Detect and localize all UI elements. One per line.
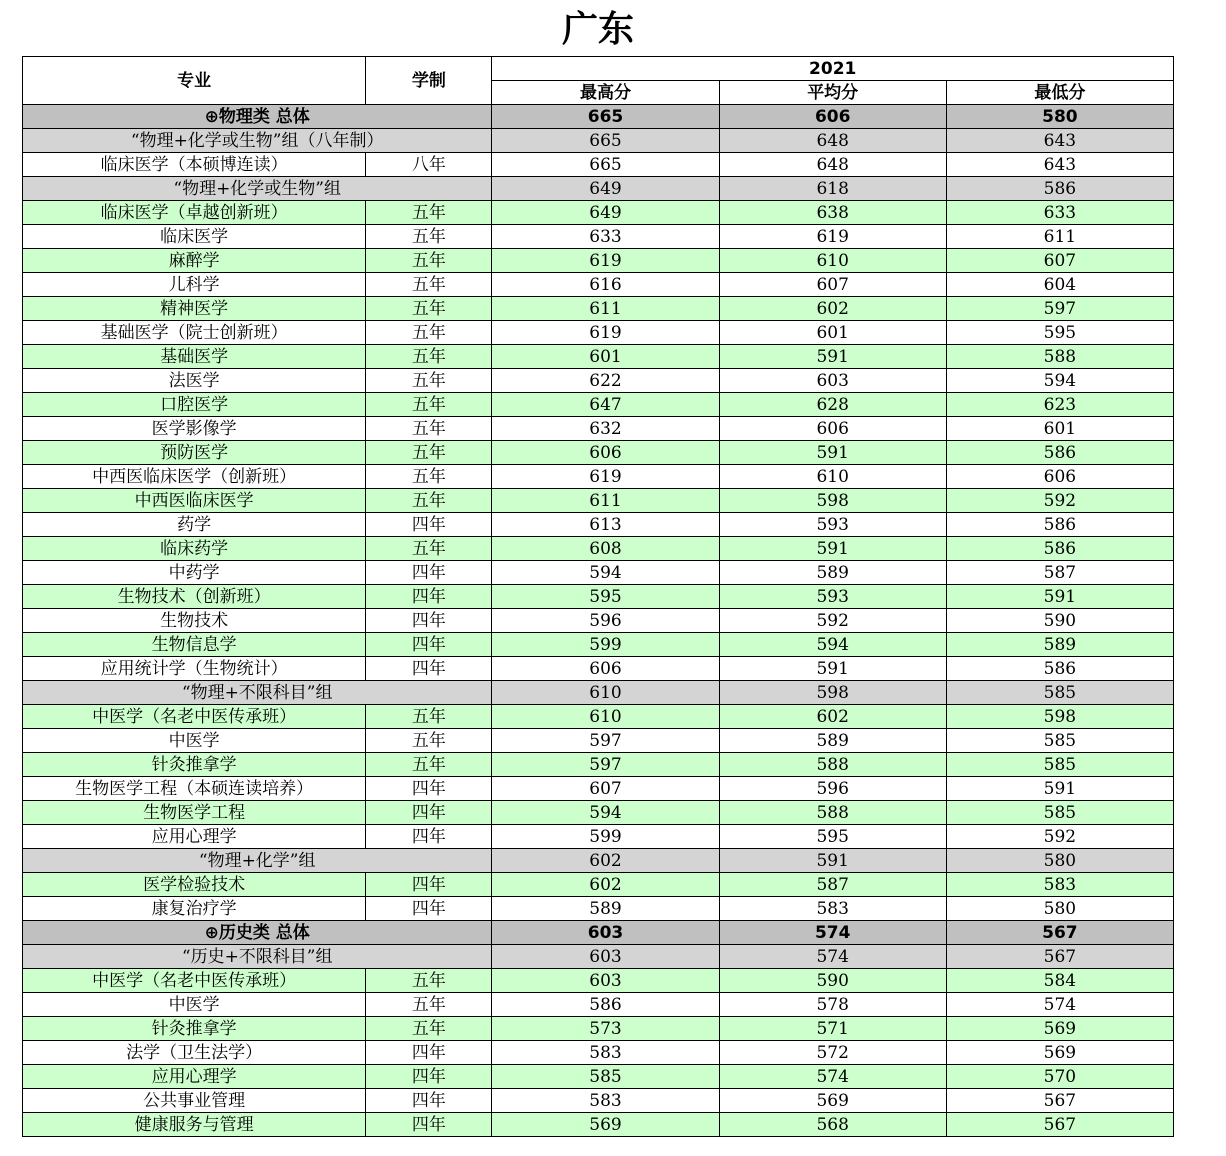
table-row [23,705,1174,729]
years-cell: 四年 [366,825,492,849]
min-score-cell: 607 [946,249,1173,273]
min-score-cell: 567 [946,1113,1173,1137]
major-name-cell: 临床医学（本硕博连读） [23,153,366,177]
avg-score-cell: 594 [719,633,946,657]
max-score-cell: 597 [492,729,719,753]
min-score-cell: 589 [946,633,1173,657]
min-score-cell: 586 [946,513,1173,537]
max-score-cell: 613 [492,513,719,537]
header-min-score: 最低分 [946,81,1173,105]
years-cell: 四年 [366,777,492,801]
years-cell: 五年 [366,705,492,729]
major-name-cell: 公共事业管理 [23,1089,366,1113]
avg-score-cell: 610 [719,249,946,273]
major-name-cell: 中医学（名老中医传承班） [23,705,366,729]
min-score-cell: 580 [946,849,1173,873]
avg-score-cell: 602 [719,705,946,729]
max-score-cell: 594 [492,801,719,825]
years-cell: 四年 [366,585,492,609]
max-score-cell: 610 [492,681,719,705]
table-row [23,489,1174,513]
years-cell: 五年 [366,489,492,513]
years-cell: 五年 [366,225,492,249]
avg-score-cell: 574 [719,921,946,945]
major-name-cell: 医学影像学 [23,417,366,441]
min-score-cell: 592 [946,825,1173,849]
major-name-cell: 临床医学（卓越创新班） [23,201,366,225]
avg-score-cell: 583 [719,897,946,921]
max-score-cell: 665 [492,105,719,129]
years-cell: 四年 [366,513,492,537]
min-score-cell: 580 [946,897,1173,921]
years-cell: 五年 [366,321,492,345]
max-score-cell: 622 [492,369,719,393]
table-row [23,465,1174,489]
min-score-cell: 586 [946,441,1173,465]
page-title: 广东 [561,9,634,50]
major-name-cell: 口腔医学 [23,393,366,417]
min-score-cell: 594 [946,369,1173,393]
max-score-cell: 583 [492,1089,719,1113]
min-score-cell: 643 [946,129,1173,153]
years-cell: 四年 [366,1065,492,1089]
avg-score-cell: 591 [719,441,946,465]
avg-score-cell: 606 [719,417,946,441]
table-row [23,417,1174,441]
max-score-cell: 573 [492,1017,719,1041]
table-body [23,105,1174,1137]
years-cell: 五年 [366,729,492,753]
min-score-cell: 567 [946,921,1173,945]
avg-score-cell: 610 [719,465,946,489]
max-score-cell: 594 [492,561,719,585]
max-score-cell: 633 [492,225,719,249]
group-label-cell: “历史+不限科目”组 [23,945,492,969]
major-name-cell: 医学检验技术 [23,873,366,897]
min-score-cell: 611 [946,225,1173,249]
header-year: 2021 [492,57,1174,81]
header-avg-score: 平均分 [719,81,946,105]
years-cell: 四年 [366,633,492,657]
max-score-cell: 611 [492,297,719,321]
max-score-cell: 619 [492,465,719,489]
subject-group-row [23,681,1174,705]
major-name-cell: 基础医学 [23,345,366,369]
min-score-cell: 604 [946,273,1173,297]
major-name-cell: 中西医临床医学（创新班） [23,465,366,489]
years-cell: 五年 [366,369,492,393]
years-cell: 四年 [366,1113,492,1137]
table-row [23,369,1174,393]
score-table [22,56,1174,1137]
min-score-cell: 587 [946,561,1173,585]
years-cell: 五年 [366,417,492,441]
table-row [23,657,1174,681]
max-score-cell: 597 [492,753,719,777]
major-name-cell: 临床药学 [23,537,366,561]
major-name-cell: 针灸推拿学 [23,753,366,777]
avg-score-cell: 572 [719,1041,946,1065]
years-cell: 五年 [366,969,492,993]
min-score-cell: 585 [946,681,1173,705]
table-row [23,249,1174,273]
avg-score-cell: 591 [719,849,946,873]
years-cell: 五年 [366,537,492,561]
avg-score-cell: 574 [719,1065,946,1089]
table-row [23,729,1174,753]
avg-score-cell: 591 [719,657,946,681]
min-score-cell: 601 [946,417,1173,441]
category-label-cell: ⊕历史类 总体 [23,921,492,945]
avg-score-cell: 618 [719,177,946,201]
min-score-cell: 643 [946,153,1173,177]
min-score-cell: 569 [946,1017,1173,1041]
years-cell: 五年 [366,393,492,417]
min-score-cell: 623 [946,393,1173,417]
major-name-cell: 中医学 [23,993,366,1017]
table-row [23,441,1174,465]
avg-score-cell: 606 [719,105,946,129]
min-score-cell: 567 [946,945,1173,969]
avg-score-cell: 607 [719,273,946,297]
major-name-cell: 预防医学 [23,441,366,465]
max-score-cell: 606 [492,441,719,465]
major-name-cell: 临床医学 [23,225,366,249]
max-score-cell: 589 [492,897,719,921]
table-row [23,1065,1174,1089]
min-score-cell: 591 [946,585,1173,609]
table-row [23,609,1174,633]
table-row [23,537,1174,561]
group-label-cell: “物理+化学或生物”组 [23,177,492,201]
major-name-cell: 生物信息学 [23,633,366,657]
years-cell: 五年 [366,1017,492,1041]
min-score-cell: 580 [946,105,1173,129]
max-score-cell: 603 [492,969,719,993]
table-row [23,777,1174,801]
avg-score-cell: 648 [719,129,946,153]
table-row [23,897,1174,921]
max-score-cell: 608 [492,537,719,561]
avg-score-cell: 598 [719,489,946,513]
major-name-cell: 基础医学（院士创新班） [23,321,366,345]
major-name-cell: 中药学 [23,561,366,585]
min-score-cell: 588 [946,345,1173,369]
max-score-cell: 632 [492,417,719,441]
table-row [23,321,1174,345]
table-row [23,345,1174,369]
max-score-cell: 649 [492,201,719,225]
min-score-cell: 585 [946,801,1173,825]
table-row [23,801,1174,825]
years-cell: 五年 [366,993,492,1017]
years-cell: 五年 [366,297,492,321]
max-score-cell: 599 [492,633,719,657]
major-name-cell: 生物技术 [23,609,366,633]
major-name-cell: 儿科学 [23,273,366,297]
years-cell: 四年 [366,1041,492,1065]
table-row [23,273,1174,297]
years-cell: 五年 [366,441,492,465]
major-name-cell: 应用统计学（生物统计） [23,657,366,681]
table-row [23,393,1174,417]
avg-score-cell: 596 [719,777,946,801]
avg-score-cell: 602 [719,297,946,321]
group-label-cell: “物理+化学或生物”组（八年制） [23,129,492,153]
table-row [23,633,1174,657]
avg-score-cell: 638 [719,201,946,225]
table-row [23,561,1174,585]
years-cell: 五年 [366,249,492,273]
header-max-score: 最高分 [492,81,719,105]
min-score-cell: 570 [946,1065,1173,1089]
avg-score-cell: 590 [719,969,946,993]
table-row [23,153,1174,177]
max-score-cell: 619 [492,249,719,273]
min-score-cell: 586 [946,177,1173,201]
min-score-cell: 586 [946,657,1173,681]
subject-group-row [23,177,1174,201]
table-row [23,201,1174,225]
category-label-cell: ⊕物理类 总体 [23,105,492,129]
subject-group-row [23,945,1174,969]
max-score-cell: 586 [492,993,719,1017]
avg-score-cell: 619 [719,225,946,249]
avg-score-cell: 574 [719,945,946,969]
table-row [23,513,1174,537]
max-score-cell: 603 [492,945,719,969]
years-cell: 四年 [366,609,492,633]
avg-score-cell: 593 [719,585,946,609]
years-cell: 五年 [366,273,492,297]
avg-score-cell: 591 [719,345,946,369]
avg-score-cell: 578 [719,993,946,1017]
max-score-cell: 665 [492,153,719,177]
group-label-cell: “物理+不限科目”组 [23,681,492,705]
major-name-cell: 法医学 [23,369,366,393]
avg-score-cell: 595 [719,825,946,849]
max-score-cell: 596 [492,609,719,633]
max-score-cell: 606 [492,657,719,681]
major-name-cell: 中医学（名老中医传承班） [23,969,366,993]
max-score-cell: 616 [492,273,719,297]
min-score-cell: 592 [946,489,1173,513]
subject-group-row [23,849,1174,873]
avg-score-cell: 601 [719,321,946,345]
avg-score-cell: 591 [719,537,946,561]
max-score-cell: 585 [492,1065,719,1089]
max-score-cell: 599 [492,825,719,849]
avg-score-cell: 569 [719,1089,946,1113]
table-row [23,1113,1174,1137]
table-row [23,825,1174,849]
major-name-cell: 药学 [23,513,366,537]
major-name-cell: 中西医临床医学 [23,489,366,513]
years-cell: 五年 [366,345,492,369]
max-score-cell: 602 [492,849,719,873]
avg-score-cell: 603 [719,369,946,393]
min-score-cell: 590 [946,609,1173,633]
years-cell: 八年 [366,153,492,177]
max-score-cell: 611 [492,489,719,513]
avg-score-cell: 587 [719,873,946,897]
max-score-cell: 649 [492,177,719,201]
avg-score-cell: 571 [719,1017,946,1041]
years-cell: 五年 [366,753,492,777]
major-name-cell: 康复治疗学 [23,897,366,921]
category-total-row [23,105,1174,129]
years-cell: 四年 [366,897,492,921]
major-name-cell: 精神医学 [23,297,366,321]
avg-score-cell: 568 [719,1113,946,1137]
table-row [23,297,1174,321]
table-row [23,1089,1174,1113]
table-row [23,873,1174,897]
avg-score-cell: 648 [719,153,946,177]
max-score-cell: 583 [492,1041,719,1065]
min-score-cell: 574 [946,993,1173,1017]
max-score-cell: 619 [492,321,719,345]
major-name-cell: 健康服务与管理 [23,1113,366,1137]
avg-score-cell: 588 [719,801,946,825]
table-row [23,1017,1174,1041]
min-score-cell: 597 [946,297,1173,321]
table-row [23,753,1174,777]
min-score-cell: 595 [946,321,1173,345]
min-score-cell: 567 [946,1089,1173,1113]
header-years: 学制 [366,57,492,105]
category-total-row [23,921,1174,945]
table-row [23,969,1174,993]
min-score-cell: 586 [946,537,1173,561]
header-major: 专业 [23,57,366,105]
avg-score-cell: 589 [719,561,946,585]
min-score-cell: 585 [946,729,1173,753]
major-name-cell: 麻醉学 [23,249,366,273]
max-score-cell: 603 [492,921,719,945]
major-name-cell: 应用心理学 [23,1065,366,1089]
table-row [23,1041,1174,1065]
max-score-cell: 601 [492,345,719,369]
avg-score-cell: 593 [719,513,946,537]
avg-score-cell: 628 [719,393,946,417]
avg-score-cell: 598 [719,681,946,705]
major-name-cell: 中医学 [23,729,366,753]
max-score-cell: 569 [492,1113,719,1137]
min-score-cell: 583 [946,873,1173,897]
min-score-cell: 569 [946,1041,1173,1065]
years-cell: 四年 [366,1089,492,1113]
years-cell: 五年 [366,201,492,225]
years-cell: 四年 [366,873,492,897]
years-cell: 五年 [366,465,492,489]
table-row [23,993,1174,1017]
subject-group-row [23,129,1174,153]
years-cell: 四年 [366,657,492,681]
years-cell: 四年 [366,801,492,825]
min-score-cell: 585 [946,753,1173,777]
min-score-cell: 606 [946,465,1173,489]
group-label-cell: “物理+化学”组 [23,849,492,873]
major-name-cell: 生物医学工程（本硕连读培养） [23,777,366,801]
avg-score-cell: 588 [719,753,946,777]
max-score-cell: 602 [492,873,719,897]
max-score-cell: 647 [492,393,719,417]
major-name-cell: 生物技术（创新班） [23,585,366,609]
min-score-cell: 598 [946,705,1173,729]
max-score-cell: 595 [492,585,719,609]
max-score-cell: 607 [492,777,719,801]
major-name-cell: 法学（卫生法学） [23,1041,366,1065]
min-score-cell: 591 [946,777,1173,801]
table-row [23,225,1174,249]
min-score-cell: 584 [946,969,1173,993]
years-cell: 四年 [366,561,492,585]
max-score-cell: 610 [492,705,719,729]
major-name-cell: 应用心理学 [23,825,366,849]
major-name-cell: 针灸推拿学 [23,1017,366,1041]
table-row [23,585,1174,609]
min-score-cell: 633 [946,201,1173,225]
major-name-cell: 生物医学工程 [23,801,366,825]
avg-score-cell: 592 [719,609,946,633]
max-score-cell: 665 [492,129,719,153]
avg-score-cell: 589 [719,729,946,753]
